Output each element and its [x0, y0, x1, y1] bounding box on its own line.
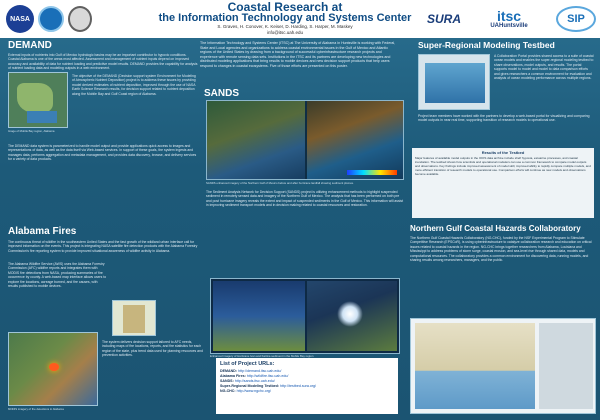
- nasa-logo-text: NASA: [10, 15, 30, 23]
- uah-logo-text: UAHuntsville: [490, 23, 528, 29]
- alabama-fires-link[interactable]: http://wildfire.itsc.uah.edu/: [246, 374, 289, 378]
- testbed-results-title: Results of the Testbed: [481, 150, 525, 155]
- demand-map-image: [8, 72, 68, 128]
- fire-satellite-image: [8, 332, 98, 406]
- ngchc-portal-image: [410, 318, 596, 414]
- hurricane-image-right: [307, 281, 397, 351]
- poster-title: Coastal Research at: [227, 0, 343, 14]
- testbed-results-body: Major features of available model outputs in the IOOS data archive include shelf hypoxia, estuarine processes, and coastal inundation. The testbed shows how scientists and operational modelers can use a common framework to compare model outputs and observations. Key findings include improved assessment of model skill, improved ability to rapidly compare multiple models, and more efficient transition of research models to operational use. Comparison efforts will continue as new models and observations become available.: [415, 155, 591, 176]
- alabama-fires-heading: Alabama Fires: [8, 226, 77, 237]
- ngchc-text: The Northern Gulf Coastal Hazards Collaboratory (NG-CHC), funded by the NSF Experimental Program to Stimulate Competitive Research (EPSCoR), is using cyberinfrastructure to catalyze collaboration research and education on critical issues related to coastal hazards in the region. NG-CHC brings together researchers from Alabama, Louisiana and Mississippi to address problems of storm surge, coastal erosion, and sea-level rise through shared data, models and computational resources. The collaboratory provides a common environment for discovering data, running models, and sharing results among researchers, managers, and the public.: [410, 236, 592, 263]
- project-urls-box: [216, 358, 398, 414]
- url-label: NG-CHC:: [220, 389, 236, 393]
- url-label: SANDS:: [220, 379, 234, 383]
- contact-email: info@itsc.uah.edu: [266, 30, 304, 35]
- title-block: [150, 1, 420, 35]
- demand-map-caption: Image of Mobile Bay region, Alabama: [8, 129, 55, 133]
- demand-link[interactable]: http://demand.itsc.uah.edu/: [237, 369, 282, 373]
- sands-image: [206, 100, 404, 180]
- itsc-logo-text: itsc: [496, 8, 522, 24]
- alabama-text-1: The continuous threat of wildfire in the southeastern United States and the fast growth of the wildland urban interface call for improved information on fire events. This project is integrating NASA satellite fire detection products with the Alabama Forestry Commission's fire reporting system to provide improved situational awareness of wildfire activity in Alabama.: [8, 240, 198, 253]
- sands-image-right: [307, 101, 403, 179]
- poster-subtitle: the Information Technology and Systems Center: [158, 12, 412, 24]
- super-regional-text: A Collaboration Portal provides shared access to a suite of coastal ocean models and enables the super-regional modeling testbed to share observations, model outputs, and results. The portal supports model to model and model to data comparison efforts and gives researchers a common environment for evaluation and analysis of ocean modeling performance across multiple regions.: [494, 54, 594, 81]
- demand-text-3: The DEMAND data system is parameterized to handle model output and provide applications quick access to images and representations of data, as well as the data itself via Web-based services. In support of these goals, the system ingests and manages data, performs aggregation and metadata management, and provides data discovery, browse, and delivery services for a variety of data products.: [8, 144, 197, 162]
- super-regional-heading: Super-Regional Modeling Testbed: [418, 40, 555, 50]
- testbed-results-box: [412, 148, 594, 218]
- sands-image-left: [207, 101, 305, 179]
- alabama-map-image: [112, 300, 156, 336]
- demand-heading: DEMAND: [8, 40, 52, 51]
- hazard-caption: Enhanced imagery of Hurricane Ivan and Katrina sediment in the Mobile Bay region: [210, 354, 314, 358]
- sura-logo-text: SURA: [426, 12, 461, 26]
- itsc-logo: [476, 4, 542, 34]
- alabama-text-3: The system delivers decision support tailored to AFC needs, including maps of fire locations, reports, and fire statistics for each region of the state, plus trend data used for planning resources and prevention activities.: [102, 340, 203, 358]
- ngchc-link[interactable]: http://www.ngchc.org/: [236, 389, 271, 393]
- sands-heading: SANDS: [204, 88, 240, 99]
- project-urls-title: List of Project URLs:: [220, 361, 275, 367]
- intro-text: The Information Technology and Systems Center (ITSC) at The University of Alabama in Huntsville is working with Federal, State and Local agencies and organizations to address coastal environmental issues in the Gulf of Mexico and Atlantic regions of the United States by drawing from a background of successful cyberinfrastructure research projects and experience with remote sensing data sets. Institutions in the ITSC and its partners are developing new technologies and distributed modeling applications that bring results to mobile devices and new decision support products that help users respond to changes in coastal ecosystems. Five of those efforts are presented on this poster.: [200, 41, 396, 68]
- noaa-logo-icon: [38, 6, 64, 32]
- authors: S. Graves, H. Conover, K. Keiser, D. Harding, S. Harper, M. Maskey: [217, 24, 353, 29]
- url-row: [220, 389, 394, 394]
- url-label: Alabama Fires:: [220, 374, 246, 378]
- sip-logo: [556, 6, 596, 32]
- testbed-link[interactable]: http://testbed.sura.org/: [280, 384, 317, 388]
- ngchc-heading: Northern Gulf Coastal Hazards Collaboratory: [410, 224, 581, 233]
- sip-logo-text: SIP: [567, 13, 585, 25]
- hurricane-sediment-image: [210, 278, 400, 354]
- sands-text: The Sediment Analysis Network for Decision Support (SANDS) project is utilizing enhancement methods to highlight suspended sediment in remotely sensed data and imagery of the Northern Gulf of Mexico. The analysis that has been performed on both pre and post hurricane imagery reveals the extent and impact of suspended sediments in the Gulf of Mexico. This information will assist in improving sediment transport models and in decision making related to coastal resources and restoration.: [206, 190, 404, 208]
- hurricane-image-left: [213, 281, 305, 351]
- sands-caption: SANDS enhanced imagery of the Northern Gulf of Mexico before and after hurricane landfall showing sediment plumes.: [206, 181, 354, 185]
- nasa-logo: [6, 5, 34, 33]
- url-label: Super-Regional Modeling Testbed:: [220, 384, 280, 388]
- fire-satellite-caption: MODIS imagery of fire detections in Alabama: [8, 407, 64, 411]
- demand-text-2: The objective of the DEMAND (Decision support system Environment for Modeling of Atmospheric Nutrient Deposition) project is to address these issues by providing model derived estimates of nutrient deposition, improved through the use of NASA Earth Science Research results, for decision support related to nutrient deposition along the Mobile Bay and Gulf Coast region of Alabama.: [72, 74, 196, 96]
- ngchc-sidebar: [539, 323, 593, 409]
- demand-text-1: External inputs of nutrients into Gulf of Mexico hydrologic basins may be an important contributor to hypoxic conditions. Coastal Alabama is one of the areas most affected. Assessment and management of nutrient inputs depend on improved accuracy and availability of data for nutrient loading and predictive model results. DEMAND provides the capability for analysis of nutrient loading data and modeling outputs in a web environment.: [8, 53, 198, 71]
- sands-color-bar: [347, 170, 397, 175]
- url-label: DEMAND:: [220, 369, 237, 373]
- super-regional-text-2: Project team members have worked with the partners to develop a web-based portal for visualizing and comparing model outputs in near real time, supporting transition of research models to operational use.: [418, 114, 590, 123]
- sands-link[interactable]: http://sands.itsc.uah.edu/: [234, 379, 275, 383]
- ngchc-map: [415, 323, 535, 409]
- header: [0, 0, 600, 38]
- dhs-seal-icon: [68, 6, 92, 32]
- sura-logo: [424, 4, 464, 34]
- super-regional-image: [418, 54, 490, 110]
- alabama-text-2: The Alabama Wildfire Service (AWS) uses the Alabama Forestry Commission (AFC) wildfire reports and integrates them with MODIS fire detections from NASA, producing summaries of fire occurrence by county. A web-based map interface allows users to explore fire locations, acreage burned, and fire causes, with results published to mobile devices.: [8, 262, 107, 289]
